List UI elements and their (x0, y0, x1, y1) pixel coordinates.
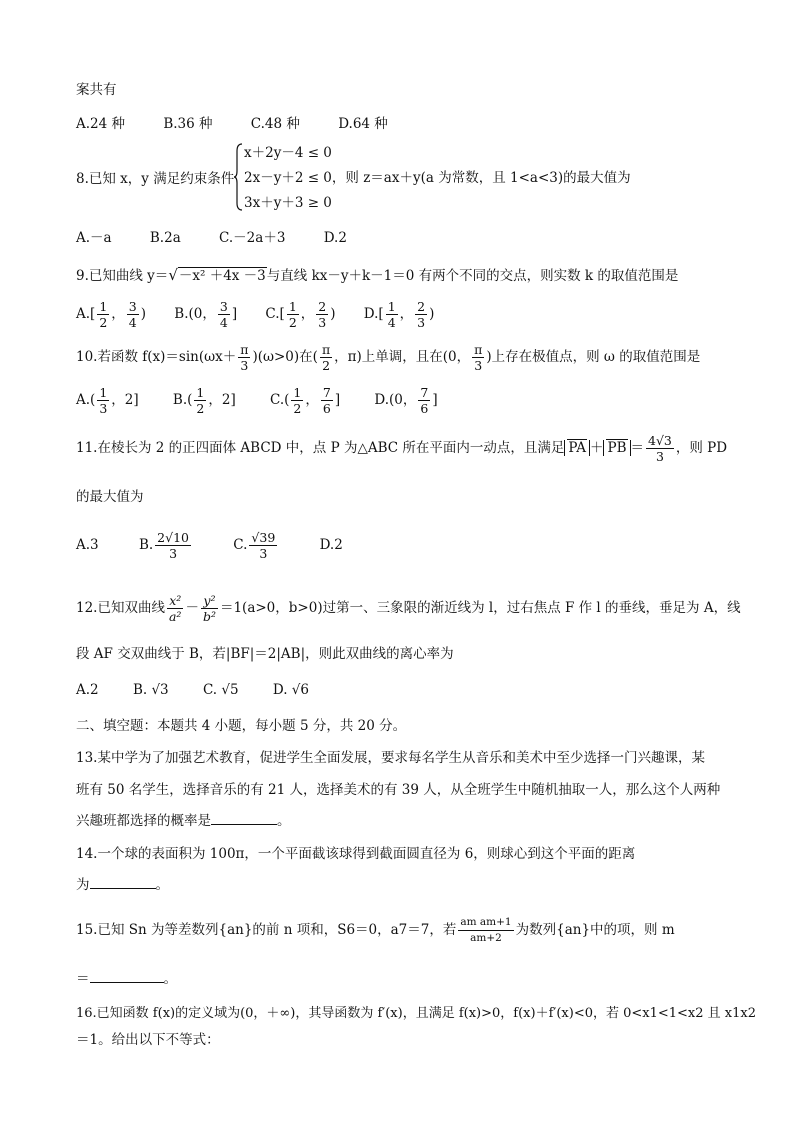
q8-constraint: 3x＋y＋3 ≥ 0 (244, 195, 332, 211)
q13-text: 班有 50 名学生，选择音乐的有 21 人，选择美术的有 39 人，从全班学生中随机抽取一人，那么这个人两种 (76, 782, 721, 798)
q8-prefix: 8.已知 x，y 满足约束条件 (76, 171, 235, 187)
option: C.( $\frac{1}{2}$ ， $\frac{7}{6}$ ] (270, 385, 341, 416)
option: B. $\frac{2√10}{3}$ (138, 530, 189, 561)
q14-text: 14.一个球的表面积为 100π，一个平面截该球得到截面圆直径为 6，则球心到这个平面的距离 (76, 846, 636, 862)
q11-options (76, 525, 343, 565)
option: D.2 (323, 230, 347, 246)
q8-constraint: 2x－y＋2 ≤ 0，则 z＝ax＋y(a 为常数，且 1<a<3)的最大值为 (244, 170, 631, 186)
q11-question: 11.在棱长为 2 的正四面体 ABCD 中，点 P 为△ABC 所在平面内一动点，且满足 PA ＋ PB ＝ $\frac{4√3}{3}$ ，则 PD (76, 433, 728, 464)
q15-tail: ＝ 。 (76, 968, 177, 989)
option: C.－2a＋3 (219, 230, 286, 246)
q12-text: 段 AF 交双曲线于 B，若|BF|＝2|AB|，则此双曲线的离心率为 (76, 646, 454, 662)
q7-tail: 案共有 (76, 82, 117, 98)
option: D.(0， $\frac{7}{6}$ ] (374, 385, 438, 416)
q13-text: 13.某中学为了加强艺术教育，促进学生全面发展，要求每名学生从音乐和美术中至少选择一门兴趣课，某 (76, 750, 705, 766)
answer-blank (90, 968, 164, 983)
option: C. $\frac{√39}{3}$ (233, 530, 276, 561)
q14-text: 为 。 (76, 874, 169, 895)
answer-blank (90, 874, 156, 889)
q16-text: 16.已知函数 f(x)的定义域为(0，＋∞)，其导函数为 f′(x)，且满足 f(x)>0，f(x)＋f′(x)<0，若 0<x1<1<x2 且 x1x2 (76, 1006, 757, 1021)
option: D.[ $\frac{1}{4}$ ， $\frac{2}{3}$ ) (363, 299, 435, 330)
option: B.( $\frac{1}{2}$ ，2] (172, 385, 236, 416)
option: B. √3 (132, 682, 169, 698)
option: C. √5 (202, 682, 239, 698)
option: C.[ $\frac{1}{2}$ ， $\frac{2}{3}$ ) (265, 299, 336, 330)
section-heading: 二、填空题：本题共 4 小题，每小题 5 分，共 20 分。 (76, 718, 407, 734)
option: A.( $\frac{1}{3}$ ，2] (76, 385, 139, 416)
q8-options (76, 228, 381, 248)
brace-icon (233, 143, 243, 211)
q8-constraint: x＋2y－4 ≤ 0 (244, 145, 332, 161)
option: A.24 种 (76, 116, 126, 132)
answer-blank (211, 810, 277, 825)
option: D.2 (319, 537, 343, 553)
option: D. √6 (272, 682, 309, 698)
option: A.3 (76, 537, 99, 553)
option: A.[ $\frac{1}{2}$ ， $\frac{3}{4}$ ) (76, 299, 146, 330)
q9-radicand: －x² ＋4x －3 (178, 268, 266, 284)
q12-options (76, 680, 309, 700)
option: A.－a (76, 230, 112, 246)
q11-tail: 的最大值为 (76, 489, 144, 505)
q15-question: 15.已知 Sn 为等差数列{an}的前 n 项和，S6＝0，a7＝7，若 $\frac{\text{am am+1}}{am+2}$ 为数列{an}中的项，则 m (76, 916, 675, 944)
option: D.64 种 (338, 116, 388, 132)
option: B.2a (149, 230, 181, 246)
q13-text: 兴趣班都选择的概率是 。 (76, 810, 291, 831)
option: B.(0， $\frac{3}{4}$ ] (174, 299, 238, 330)
option: C.48 种 (250, 116, 300, 132)
q9-options (76, 298, 434, 330)
option: A.2 (76, 682, 99, 698)
q9-question: 9.已知曲线 y＝√－x² ＋4x －3与直线 kx－y＋k－1＝0 有两个不同的交点，则实数 k 的取值范围是 (76, 266, 679, 284)
q10-question: 10.若函数 f(x)＝sin(ωx＋ $\frac{\pi}{3}$ )(ω>0)在( $\frac{\pi}{2}$ ，π)上单调，且在(0， $\frac{\pi}{3}$ )上存在极值点，则 ω 的取值范围是 (76, 342, 701, 373)
q16-text: ＝1。给出以下不等式： (76, 1032, 220, 1048)
q7-options (76, 114, 422, 134)
q10-options (76, 383, 438, 417)
q12-question: 12.已知双曲线 $\frac{\text{x²}}{\text{a²}}$ － $\frac{\text{y²}}{\text{b²}}$ ＝1(a>0，b>0)过第一、三象限的渐近线为 l，过右焦点 F 作 l 的垂线，垂足为 A，线 (76, 593, 741, 624)
option: B.36 种 (163, 116, 213, 132)
